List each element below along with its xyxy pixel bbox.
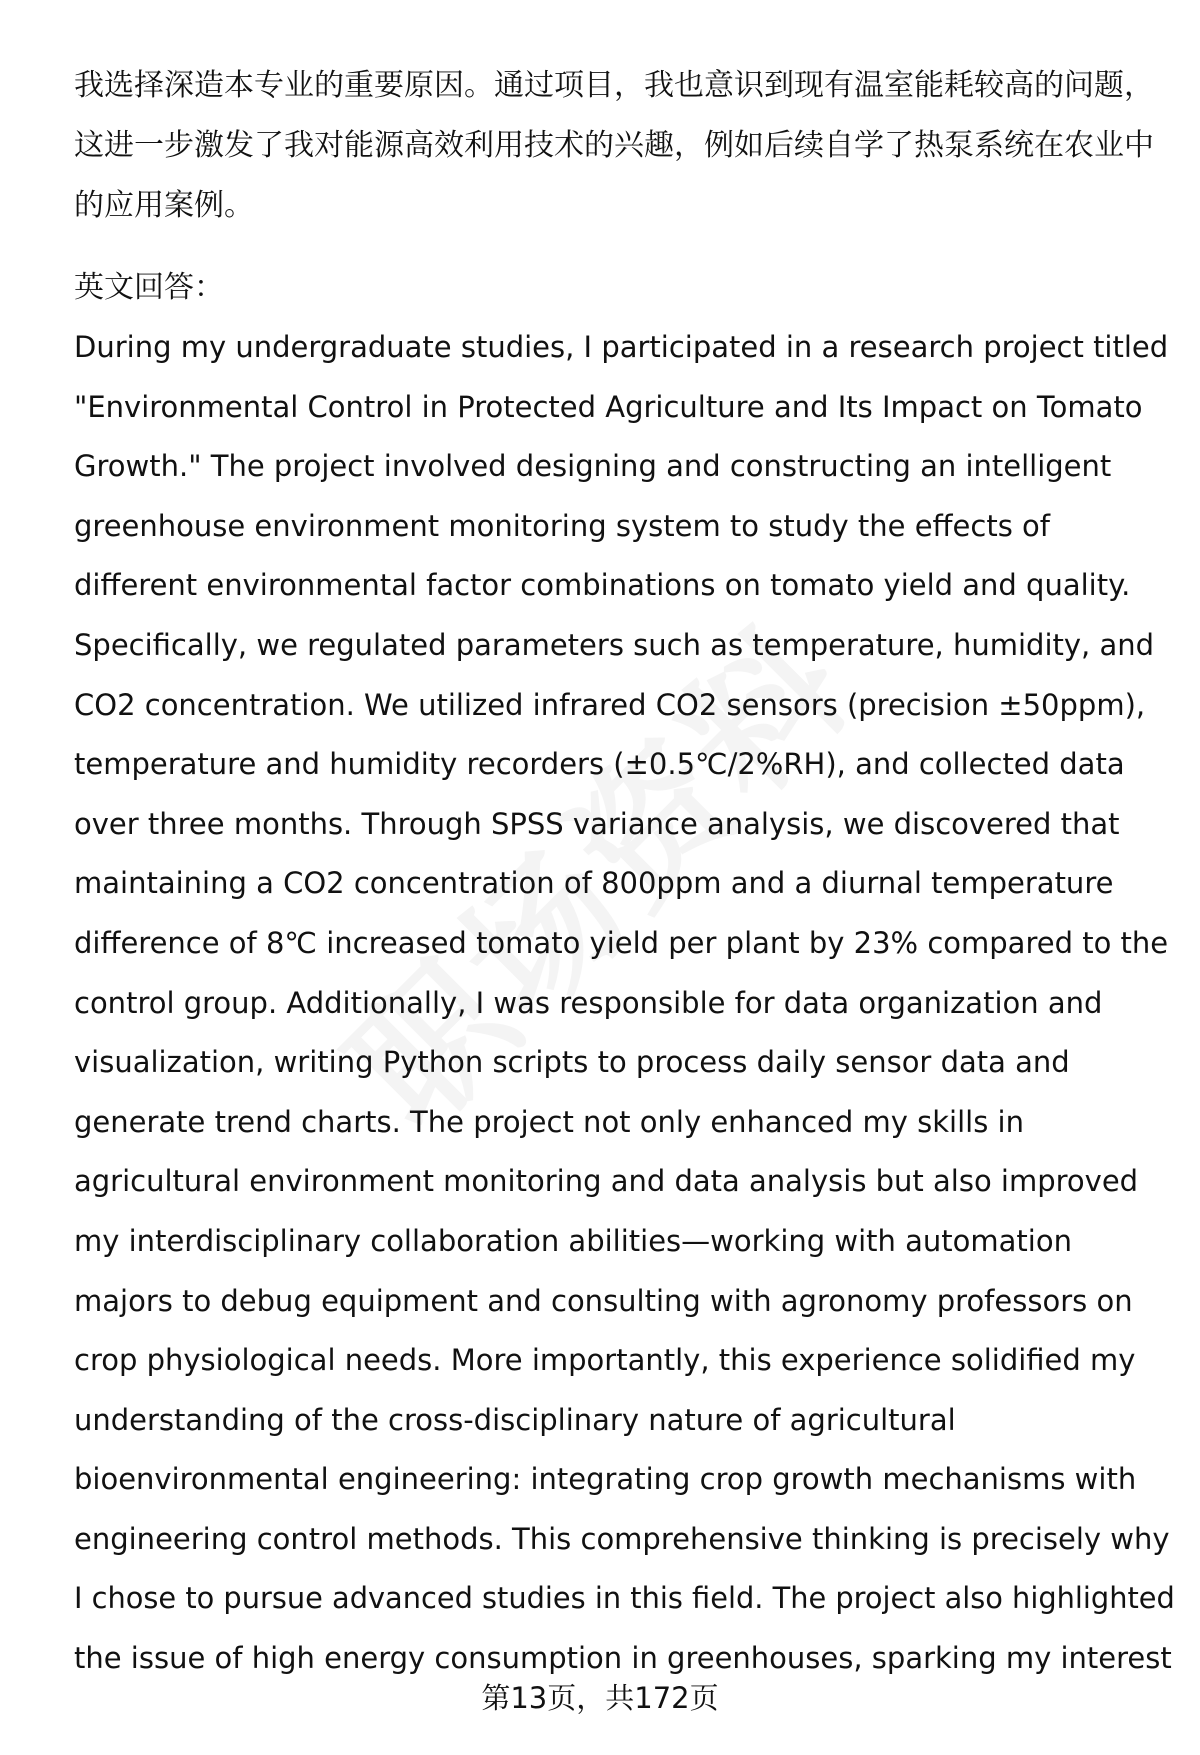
english-line: temperature and humidity recorders (±0.5℃/2%RH), and collected data — [74, 747, 1125, 782]
chinese-paragraph — [74, 56, 1164, 236]
english-line: engineering control methods. This comprehensive thinking is precisely why — [74, 1521, 1170, 1556]
english-line: "Environmental Control in Protected Agriculture and Its Impact on Tomato — [74, 389, 1143, 424]
english-answer-heading: 英文回答： — [74, 270, 224, 305]
english-line: crop physiological needs. More importantly, this experience solidified my — [74, 1343, 1136, 1378]
chinese-line: 这进一步激发了我对能源高效利用技术的兴趣，例如后续自学了热泵系统在农业中 — [74, 128, 1154, 163]
page-number-footer: 第13页，共172页 — [481, 1681, 719, 1715]
english-line: generate trend charts. The project not only enhanced my skills in — [74, 1104, 1024, 1139]
english-line: over three months. Through SPSS variance analysis, we discovered that — [74, 806, 1120, 841]
english-line: maintaining a CO2 concentration of 800ppm and a diurnal temperature — [74, 866, 1114, 901]
english-line: majors to debug equipment and consulting with agronomy professors on — [74, 1283, 1133, 1318]
english-line: CO2 concentration. We utilized infrared CO2 sensors (precision ±50ppm), — [74, 687, 1146, 722]
english-line: Specifically, we regulated parameters such as temperature, humidity, and — [74, 627, 1155, 662]
english-line: I chose to pursue advanced studies in this field. The project also highlighted — [74, 1581, 1175, 1616]
english-line: visualization, writing Python scripts to process daily sensor data and — [74, 1045, 1070, 1080]
english-line: my interdisciplinary collaboration abilities—working with automation — [74, 1223, 1072, 1258]
english-line: agricultural environment monitoring and data analysis but also improved — [74, 1164, 1139, 1199]
english-line: difference of 8℃ increased tomato yield per plant by 23% compared to the — [74, 925, 1169, 960]
english-line: understanding of the cross-disciplinary nature of agricultural — [74, 1402, 956, 1437]
english-answer-paragraph — [74, 318, 1175, 1689]
english-line: different environmental factor combinations on tomato yield and quality. — [74, 568, 1131, 603]
english-line: control group. Additionally, I was responsible for data organization and — [74, 985, 1103, 1020]
chinese-line: 的应用案例。 — [74, 188, 254, 223]
english-line: bioenvironmental engineering: integrating crop growth mechanisms with — [74, 1462, 1137, 1497]
chinese-line: 我选择深造本专业的重要原因。通过项目，我也意识到现有温室能耗较高的问题， — [74, 68, 1154, 103]
english-line: During my undergraduate studies, I participated in a research project titled — [74, 330, 1169, 364]
english-line: Growth." The project involved designing and constructing an intelligent — [74, 449, 1112, 484]
english-line: greenhouse environment monitoring system to study the effects of — [74, 508, 1050, 543]
english-line: the issue of high energy consumption in greenhouses, sparking my interest — [74, 1641, 1172, 1676]
